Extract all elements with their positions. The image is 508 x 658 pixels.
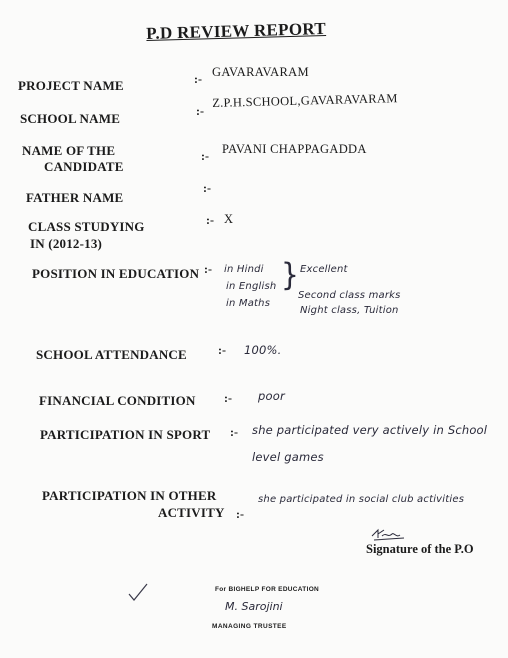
participation-other-separator: :- [236, 507, 244, 521]
participation-sport-label: PARTICIPATION IN SPORT [40, 427, 211, 442]
education-subject-hindi: in Hindi [224, 264, 264, 275]
class-studying-label-line2: IN (2012-13) [30, 236, 103, 251]
class-studying-separator: :- [206, 213, 214, 227]
project-name-label: PROJECT NAME [18, 78, 124, 93]
participation-other-label-line2: ACTIVITY [158, 505, 225, 520]
check-mark-icon [127, 582, 149, 602]
education-note-3: Night class, Tuition [300, 305, 399, 316]
candidate-label-line1: NAME OF THE [22, 143, 116, 158]
school-attendance-separator: :- [218, 343, 226, 357]
participation-sport-line2: level games [252, 450, 324, 464]
candidate-separator: :- [201, 149, 209, 163]
project-name-value: GAVARAVARAM [212, 65, 309, 79]
po-signature-mark [370, 526, 410, 542]
position-education-label: POSITION IN EDUCATION [32, 266, 200, 281]
stamp-org: For BIGHELP FOR EDUCATION [215, 586, 320, 593]
signature-label: Signature of the P.O [366, 542, 474, 556]
participation-other-label-line1: PARTICIPATION IN OTHER [42, 488, 217, 503]
financial-condition-separator: :- [224, 391, 232, 405]
father-name-separator: :- [203, 181, 211, 195]
school-attendance-label: SCHOOL ATTENDANCE [36, 347, 187, 362]
class-studying-value: X [224, 212, 234, 226]
class-studying-label-line1: CLASS STUDYING [28, 219, 145, 234]
school-name-value: Z.P.H.SCHOOL,GAVARAVARAM [212, 91, 398, 110]
candidate-name-value: PAVANI CHAPPAGADDA [222, 142, 367, 156]
school-attendance-value: 100%. [244, 343, 282, 357]
participation-sport-line1: she participated very actively in School [252, 423, 488, 437]
stamp-signature: M. Sarojini [225, 600, 283, 613]
education-note-2: Second class marks [298, 290, 401, 301]
report-title: P.D REVIEW REPORT [146, 18, 327, 43]
school-name-separator: :- [196, 104, 204, 118]
stamp-role: MANAGING TRUSTEE [212, 623, 287, 630]
financial-condition-label: FINANCIAL CONDITION [39, 393, 196, 408]
education-subject-english: in English [226, 281, 277, 292]
education-subject-maths: in Maths [226, 298, 271, 309]
school-name-label: SCHOOL NAME [20, 111, 121, 126]
financial-condition-value: poor [258, 389, 285, 403]
position-education-separator: :- [204, 262, 212, 276]
candidate-label-line2: CANDIDATE [44, 159, 124, 174]
education-note-1: Excellent [300, 264, 348, 275]
project-name-separator: :- [194, 72, 202, 86]
handwritten-brace: } [281, 256, 299, 293]
participation-other-value: she participated in social club activities [258, 494, 465, 505]
father-name-label: FATHER NAME [26, 190, 124, 205]
participation-sport-separator: :- [230, 425, 238, 439]
